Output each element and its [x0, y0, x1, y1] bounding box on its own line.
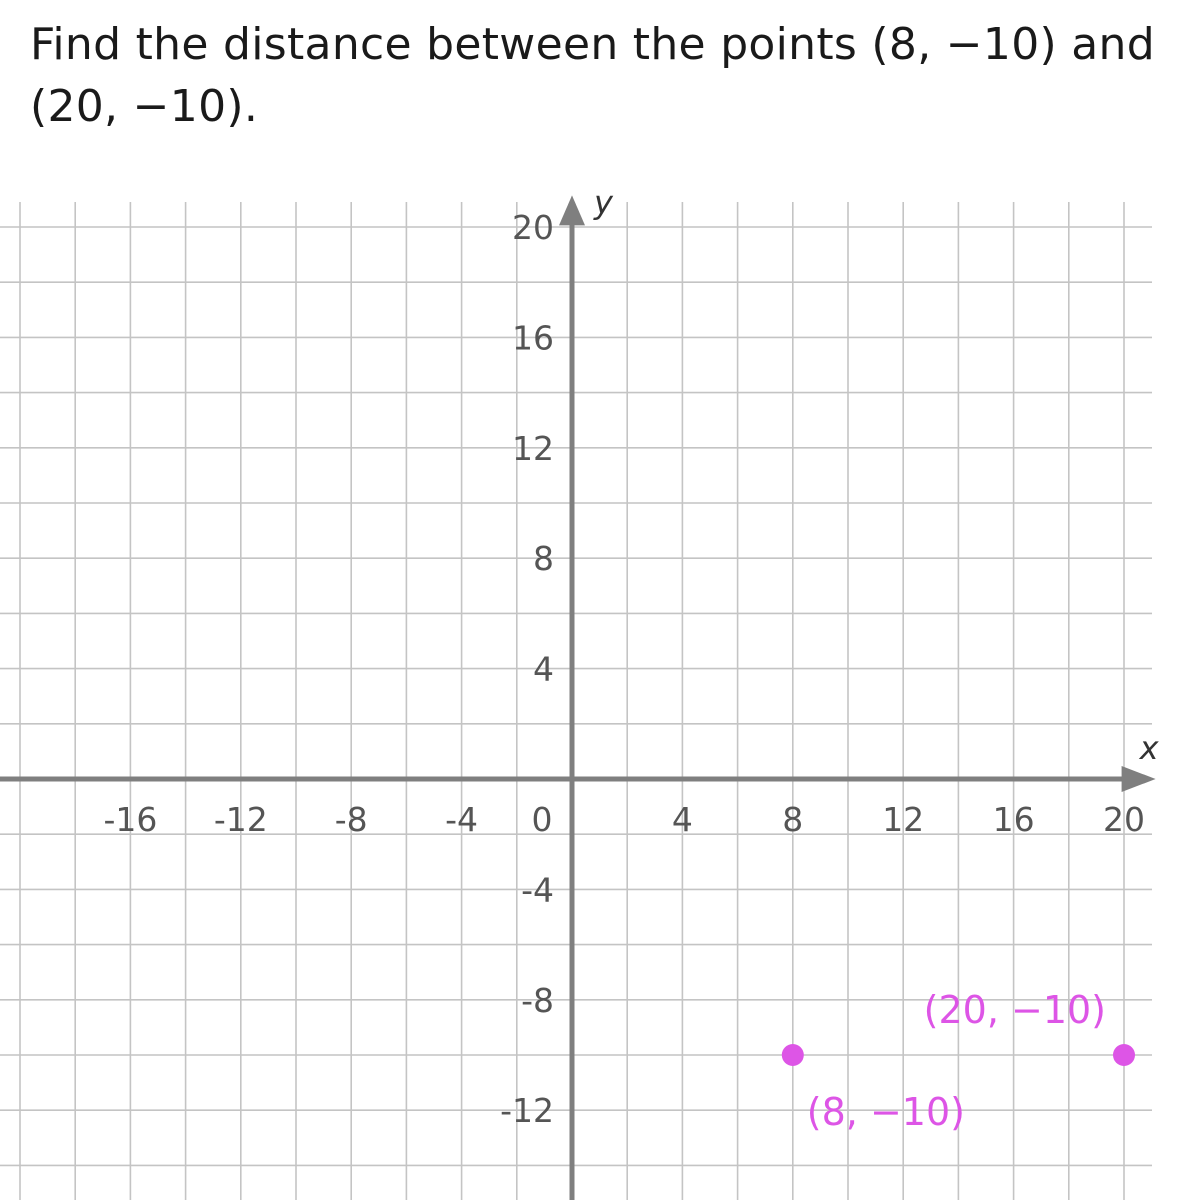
y-tick-label: 20 [512, 208, 554, 247]
x-tick-label: 16 [992, 800, 1035, 839]
y-axis-arrow [559, 195, 585, 225]
data-point-label: (20, −10) [923, 988, 1106, 1032]
x-axis-label: x [1139, 729, 1159, 767]
x-tick-label: 20 [1103, 800, 1145, 839]
x-tick-label: -8 [334, 800, 368, 839]
x-tick-label: -16 [103, 800, 158, 839]
x-tick-label: 4 [671, 800, 693, 839]
x-axis-arrow [1122, 766, 1156, 792]
y-tick-label: -12 [500, 1091, 554, 1131]
axes [0, 183, 1160, 1200]
y-axis-label: y [594, 183, 613, 222]
y-tick-label: 8 [533, 539, 554, 579]
x-tick-label: 12 [882, 800, 925, 839]
x-tick-label: 8 [782, 800, 804, 839]
x-tick-label: -12 [213, 800, 268, 839]
y-tick-label: -8 [521, 980, 554, 1020]
x-tick-label: 0 [531, 800, 553, 839]
data-point [782, 1044, 804, 1066]
y-tick-label: 16 [512, 318, 554, 358]
data-point-label: (8, −10) [806, 1090, 965, 1134]
y-tick-label: -4 [521, 870, 554, 910]
grid-lines [0, 202, 1152, 1200]
data-point [1113, 1044, 1135, 1066]
question-text: Find the distance between the points (8, −10) and (20, −10). [30, 19, 1155, 132]
x-tick-label: -4 [445, 800, 479, 839]
y-tick-label: 4 [533, 649, 554, 689]
y-tick-label: 12 [512, 428, 554, 468]
